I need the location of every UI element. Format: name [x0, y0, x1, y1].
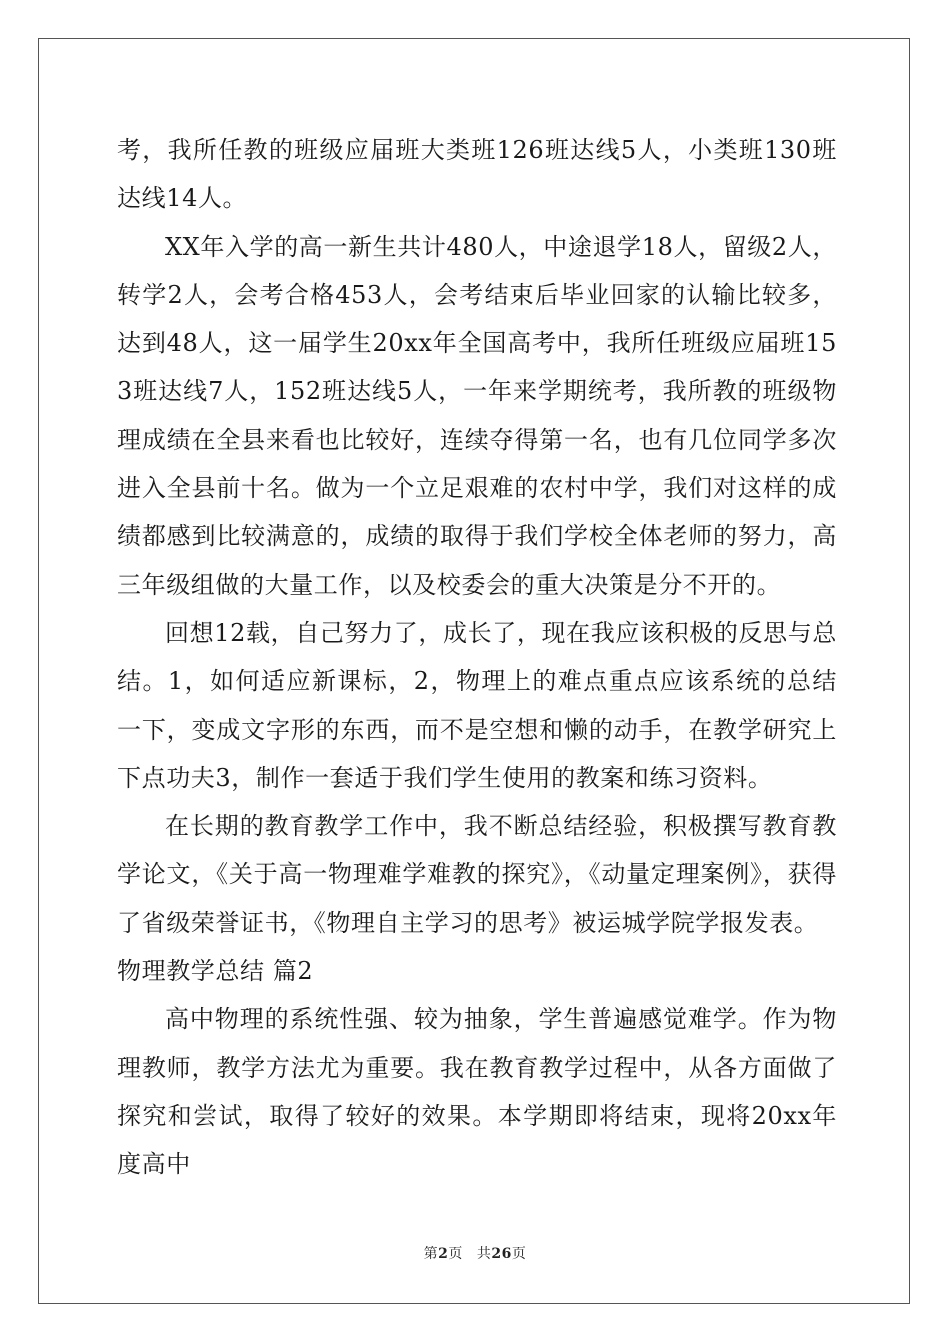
paragraph-5: 高中物理的系统性强、较为抽象，学生普遍感觉难学。作为物理教师，教学方法尤为重要。我在教育教学过程中，从各方面做了探究和尝试，取得了较好的效果。本学期即将结束，现将20xx年度高中: [117, 1005, 837, 1179]
total-suffix: 页: [511, 1246, 527, 1262]
page-prefix: 第: [423, 1246, 439, 1262]
total-pages: 26: [491, 1246, 512, 1262]
paragraph-4: 在长期的教育教学工作中，我不断总结经验，积极撰写教育教学论文，《关于高一物理难学难教的探究》，《动量定理案例》，获得了省级荣誉证书，《物理自主学习的思考》被运城学院学报发表。: [117, 812, 837, 937]
paragraph-3: 回想12载，自己努力了，成长了，现在我应该积极的反思与总结。1，如何适应新课标，2，物理上的难点重点应该系统的总结一下，变成文字形的东西，而不是空想和懒的动手，在教学研究上下点功夫3，制作一套适于我们学生使用的教案和练习资料。: [117, 618, 837, 792]
section-heading: 物理教学总结 篇2: [117, 957, 314, 986]
page-number: 2: [438, 1246, 449, 1262]
page-suffix: 页: [448, 1246, 463, 1262]
paragraph-2: XX年入学的高一新生共计480人，中途退学18人，留级2人，转学2人，会考合格453人，会考结束后毕业回家的认输比较多，达到48人，这一届学生20xx年全国高考中，我所任班级应届班153班达线7人，152班达线5人，一年来学期统考，我所教的班级物理成绩在全县来看也比较好，连续夺得第一名，也有几位同学多次进入全县前十名。做为一个立足艰难的农村中学，我们对这样的成绩都感到比较满意的，成绩的取得于我们学校全体老师的努力，高三年级组做的大量工作，以及校委会的重大决策是分不开的。: [117, 232, 837, 599]
document-body: [117, 126, 837, 1189]
total-prefix: 共: [476, 1246, 492, 1262]
page-footer: [0, 1243, 950, 1263]
paragraph-1: 考，我所任教的班级应届班大类班126班达线5人，小类班130班达线14人。: [117, 136, 837, 213]
